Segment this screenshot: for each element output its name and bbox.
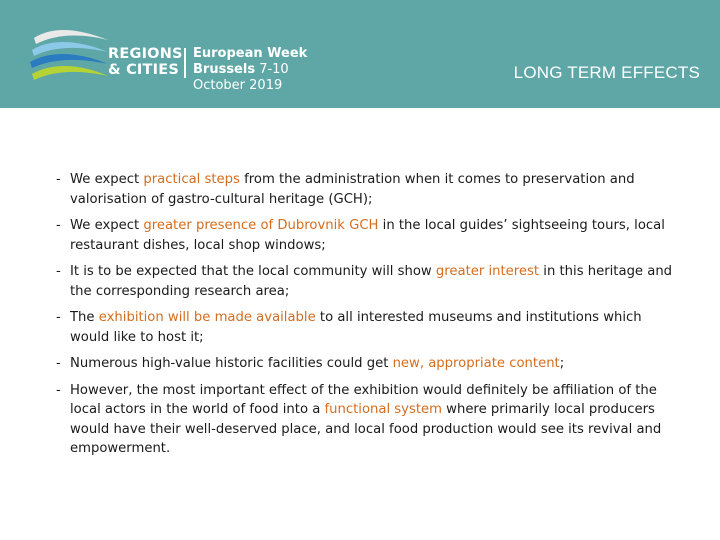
highlight-text: greater presence of Dubrovnik GCH [143, 218, 379, 233]
bullet-text: in the local guides’ sightseeing tours, local restaurant dishes, local shop windows; [70, 218, 665, 253]
list-item [56, 381, 676, 459]
logo-regions-cities [108, 46, 183, 78]
highlight-text: functional system [324, 402, 442, 417]
list-item [56, 262, 676, 301]
logo-line-regions: REGIONS [108, 46, 183, 62]
bullet-text: to all interested museums and institutions which would like to host it; [70, 310, 642, 345]
logo-divider [184, 48, 186, 78]
event-logo [30, 24, 340, 93]
bullet-text: Numerous high-value historic facilities could get [70, 356, 393, 371]
bullet-text: However, the most important effect of the exhibition would definitely be affiliation of the local actors in the world of food into a [70, 382, 657, 417]
list-item [56, 216, 676, 255]
bullet-text: We expect [70, 218, 144, 233]
logo-line-week: European Week [193, 46, 308, 61]
bullet-text: It is to be expected that the local community will show [70, 264, 436, 279]
bullet-text: The [70, 310, 99, 325]
bullet-text: from the administration when it comes to preservation and valorisation of gastro-cultural heritage (GCH); [70, 172, 635, 207]
slide-title: LONG TERM EFFECTS [513, 63, 700, 82]
highlight-text: greater interest [435, 264, 540, 279]
swoosh-logo-icon [30, 24, 110, 88]
logo-line-cities: & CITIES [108, 62, 179, 78]
bullet-text: We expect [70, 172, 144, 187]
bullet-list [56, 170, 676, 466]
highlight-text: practical steps [143, 172, 240, 187]
logo-date-range: 7-10 October 2019 [193, 62, 289, 93]
logo-city: Brussels [193, 62, 256, 77]
highlight-text: exhibition will be made available [98, 310, 316, 325]
logo-line-dates [193, 62, 340, 94]
highlight-text: new, appropriate content [392, 356, 560, 371]
logo-event-info [193, 46, 340, 94]
list-item [56, 308, 676, 347]
bullet-text: in this heritage and the corresponding research area; [70, 264, 673, 299]
list-item [56, 170, 676, 209]
header-banner [0, 0, 720, 108]
bullet-text: ; [559, 356, 565, 371]
list-item [56, 354, 676, 374]
bullet-text: where primarily local producers would have their well-deserved place, and local food production would see its revival and empowerment. [70, 402, 662, 456]
